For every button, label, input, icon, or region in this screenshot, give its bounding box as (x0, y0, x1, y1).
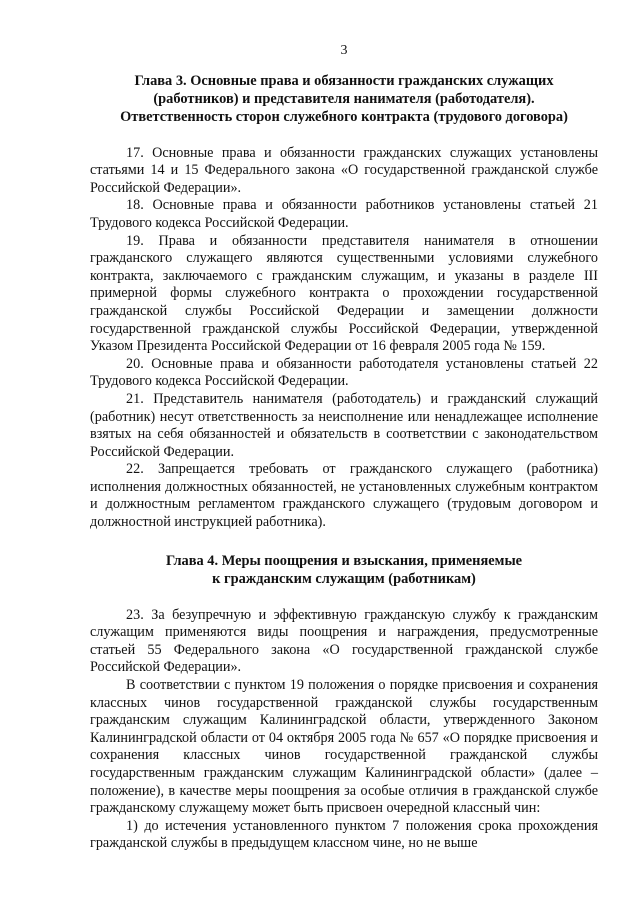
paragraph-17: 17. Основные права и обязанности гражданских служащих установлены статьями 14 и 15 Федерального закона «О государственной гражданской службе Российской Федерации». (90, 144, 598, 196)
paragraph-21: 21. Представитель нанимателя (работодатель) и гражданский служащий (работник) несут ответственность за неисполнение или ненадлежащее исполнение взятых на себя обязанностей и обязательств в соответствии с законодательством Российской Федерации. (90, 390, 598, 460)
paragraph-18: 18. Основные права и обязанности работников установлены статьей 21 Трудового кодекса Российской Федерации. (90, 197, 598, 231)
chapter-4-title-line: Глава 4. Меры поощрения и взыскания, применяемые (165, 552, 523, 569)
paragraph-23: 23. За безупречную и эффективную гражданскую службу к гражданским служащим применяются виды поощрения и награждения, предусмотренные статьей 55 Федерального закона «О государственной гражданской службе Российской Федерации». (90, 606, 598, 676)
chapter-3-title-line: (работников) и представителя нанимателя (работодателя). (153, 90, 535, 107)
paragraph-20: 20. Основные права и обязанности работодателя установлены статьей 22 Трудового кодекса Российской Федерации. (90, 355, 598, 390)
chapter-3-title (90, 72, 598, 126)
page-number: 3 (340, 43, 348, 58)
chapter-3-title-line: Глава 3. Основные права и обязанности гражданских служащих (134, 72, 554, 89)
chapter-3-title-line: Ответственность сторон служебного контракта (трудового договора) (120, 108, 568, 125)
paragraph-19: 19. Права и обязанности представителя нанимателя в отношении гражданского служащего являются существенными условиями служебного контракта, заключаемого с гражданским служащим, и указаны в разделе III примерной формы служебного контракта о прохождении государственной гражданской службы Российской Федерации и замещении должности государственной гражданской службы Российской Федерации, утвержденной Указом Президента Российской Федерации от 16 февраля 2005 года № 159. (90, 232, 598, 355)
list-item-1: 1) до истечения установленного пунктом 7 положения срока прохождения гражданской службы в предыдущем классном чине, но не выше (90, 817, 598, 852)
chapter-4-title (90, 552, 598, 588)
paragraph-class-rank: В соответствии с пунктом 19 положения о порядке присвоения и сохранения классных чинов государственной гражданской службы государственным гражданским служащим Калининградской области, утвержденного Законом Калининградской области от 04 октября 2005 года № 657 «О порядке присвоения и сохранения классных чинов государственной гражданской службы государственным гражданским служащим Калининградской области» (далее – положение), в качестве меры поощрения за особые отличия в гражданской службе гражданскому служащему может быть присвоен очередной классный чин: (90, 677, 598, 817)
chapter-4-title-line: к гражданским служащим (работникам) (212, 570, 476, 587)
paragraph-22: 22. Запрещается требовать от гражданского служащего (работника) исполнения должностных обязанностей, не установленных служебным контрактом и должностным регламентом гражданского служащего (трудовым договором и должностной инструкцией работника). (90, 461, 598, 531)
